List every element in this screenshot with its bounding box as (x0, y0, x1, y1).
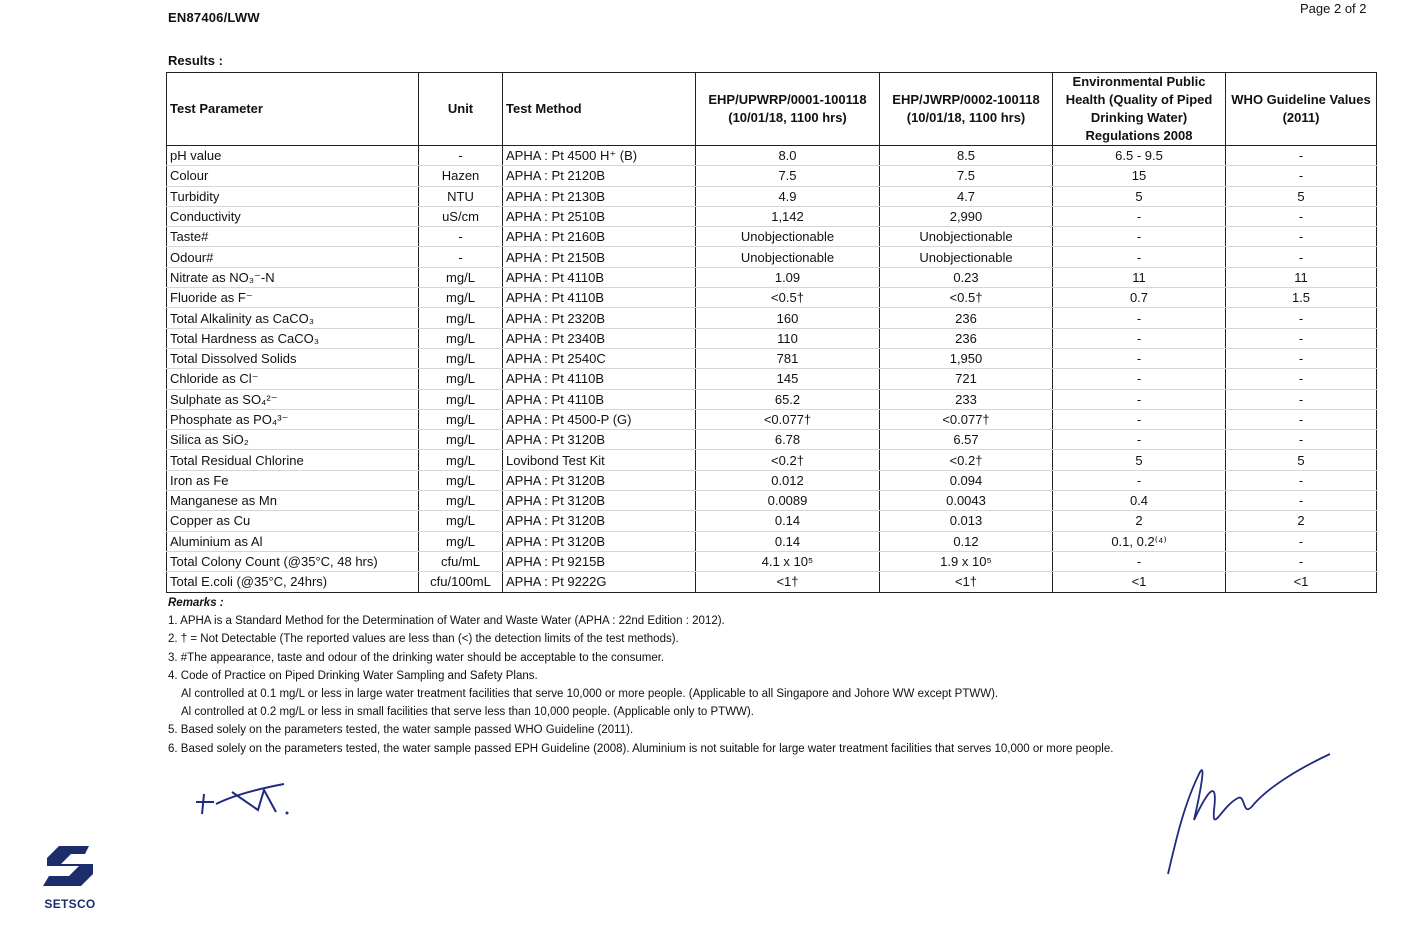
results-heading: Results : (168, 53, 223, 68)
sample-1-cell: Unobjectionable (696, 247, 880, 267)
eph-limit-cell: - (1053, 470, 1226, 490)
who-limit-cell: 1.5 (1226, 288, 1377, 308)
sample-2-cell: 2,990 (880, 206, 1053, 226)
sample-2-cell: <0.077† (880, 409, 1053, 429)
table-row (167, 247, 1377, 267)
eph-limit-cell: 5 (1053, 450, 1226, 470)
who-limit-cell: - (1226, 369, 1377, 389)
table-row (167, 186, 1377, 206)
setsco-logo-icon (41, 840, 99, 892)
who-limit-cell: <1 (1226, 572, 1377, 592)
eph-limit-cell: - (1053, 247, 1226, 267)
table-row (167, 531, 1377, 551)
remarks-title: Remarks : (168, 597, 224, 609)
eph-limit-cell: 15 (1053, 166, 1226, 186)
sample-1-cell: 110 (696, 328, 880, 348)
unit-cell: mg/L (419, 450, 503, 470)
parameter-cell: Silica as SiO₂ (167, 430, 419, 450)
table-row (167, 511, 1377, 531)
who-limit-cell: 5 (1226, 450, 1377, 470)
unit-cell: mg/L (419, 288, 503, 308)
parameter-cell: Manganese as Mn (167, 491, 419, 511)
method-cell: APHA : Pt 3120B (503, 531, 696, 551)
sample-2-cell: 7.5 (880, 166, 1053, 186)
unit-cell: cfu/100mL (419, 572, 503, 592)
parameter-cell: Sulphate as SO₄²⁻ (167, 389, 419, 409)
sample-2-cell: Unobjectionable (880, 247, 1053, 267)
eph-limit-cell: 11 (1053, 267, 1226, 287)
method-cell: APHA : Pt 9222G (503, 572, 696, 592)
method-cell: APHA : Pt 2150B (503, 247, 696, 267)
table-row (167, 267, 1377, 287)
table-row (167, 551, 1377, 571)
who-limit-cell: - (1226, 227, 1377, 247)
col-header-eph: Environmental Public Health (Quality of Piped Drinking Water) Regulations 2008 (1053, 73, 1226, 146)
setsco-logo (40, 840, 100, 911)
page-number: Page 2 of 2 (1300, 1, 1367, 16)
sample-2-cell: 236 (880, 308, 1053, 328)
method-cell: APHA : Pt 2540C (503, 348, 696, 368)
sample-1-cell: 160 (696, 308, 880, 328)
sample-2-cell: 0.094 (880, 470, 1053, 490)
table-row (167, 572, 1377, 592)
who-limit-cell: - (1226, 166, 1377, 186)
sample-2-cell: 6.57 (880, 430, 1053, 450)
unit-cell: - (419, 146, 503, 166)
who-limit-cell: - (1226, 308, 1377, 328)
parameter-cell: pH value (167, 146, 419, 166)
parameter-cell: Iron as Fe (167, 470, 419, 490)
unit-cell: mg/L (419, 389, 503, 409)
sample-1-cell: 6.78 (696, 430, 880, 450)
eph-limit-cell: <1 (1053, 572, 1226, 592)
unit-cell: mg/L (419, 430, 503, 450)
remark-item: 3. #The appearance, taste and odour of the drinking water should be acceptable to the consumer. (168, 651, 665, 664)
eph-limit-cell: - (1053, 227, 1226, 247)
unit-cell: mg/L (419, 511, 503, 531)
sample-2-cell: 0.12 (880, 531, 1053, 551)
sample-1-cell: <0.077† (696, 409, 880, 429)
sample-2-cell: 1,950 (880, 348, 1053, 368)
sample-1-cell: 65.2 (696, 389, 880, 409)
col-header-who: WHO Guideline Values (2011) (1226, 73, 1377, 146)
unit-cell: - (419, 247, 503, 267)
sample-1-cell: 4.1 x 10⁵ (696, 551, 880, 571)
unit-cell: mg/L (419, 470, 503, 490)
parameter-cell: Conductivity (167, 206, 419, 226)
parameter-cell: Total Residual Chlorine (167, 450, 419, 470)
who-limit-cell: 11 (1226, 267, 1377, 287)
parameter-cell: Copper as Cu (167, 511, 419, 531)
remark-item: 5. Based solely on the parameters tested, the water sample passed WHO Guideline (2011). (168, 724, 634, 737)
table-row (167, 308, 1377, 328)
unit-cell: cfu/mL (419, 551, 503, 571)
method-cell: APHA : Pt 4110B (503, 389, 696, 409)
remark-item: 2. † = Not Detectable (The reported values are less than (<) the detection limits of the test methods). (168, 633, 679, 646)
method-cell: APHA : Pt 2320B (503, 308, 696, 328)
sample-2-cell: <0.5† (880, 288, 1053, 308)
eph-limit-cell: 6.5 - 9.5 (1053, 146, 1226, 166)
sample-1-cell: 781 (696, 348, 880, 368)
eph-limit-cell: - (1053, 328, 1226, 348)
parameter-cell: Taste# (167, 227, 419, 247)
sample-1-cell: 7.5 (696, 166, 880, 186)
method-cell: APHA : Pt 4500-P (G) (503, 409, 696, 429)
who-limit-cell: - (1226, 206, 1377, 226)
who-limit-cell: - (1226, 348, 1377, 368)
who-limit-cell: - (1226, 551, 1377, 571)
col-header-unit: Unit (419, 73, 503, 146)
who-limit-cell: - (1226, 409, 1377, 429)
table-row (167, 389, 1377, 409)
who-limit-cell: 2 (1226, 511, 1377, 531)
method-cell: Lovibond Test Kit (503, 450, 696, 470)
eph-limit-cell: - (1053, 369, 1226, 389)
sample-2-cell: 0.013 (880, 511, 1053, 531)
sample-1-cell: 8.0 (696, 146, 880, 166)
sample-1-cell: <0.2† (696, 450, 880, 470)
sample-1-cell: 1,142 (696, 206, 880, 226)
sample-2-cell: 721 (880, 369, 1053, 389)
sample-1-cell: Unobjectionable (696, 227, 880, 247)
parameter-cell: Nitrate as NO₃⁻-N (167, 267, 419, 287)
header-row (167, 73, 1377, 146)
remark-item: 4. Code of Practice on Piped Drinking Water Sampling and Safety Plans. (168, 669, 538, 682)
who-limit-cell: - (1226, 328, 1377, 348)
parameter-cell: Total Dissolved Solids (167, 348, 419, 368)
parameter-cell: Phosphate as PO₄³⁻ (167, 409, 419, 429)
who-limit-cell: - (1226, 470, 1377, 490)
sample-2-cell: 8.5 (880, 146, 1053, 166)
table-row (167, 288, 1377, 308)
table-row (167, 491, 1377, 511)
unit-cell: mg/L (419, 328, 503, 348)
method-cell: APHA : Pt 3120B (503, 511, 696, 531)
table-row (167, 409, 1377, 429)
who-limit-cell: - (1226, 389, 1377, 409)
col-header-sample-2: EHP/JWRP/0002-100118 (10/01/18, 1100 hrs) (880, 73, 1053, 146)
document-id: EN87406/LWW (168, 10, 260, 25)
who-limit-cell: 5 (1226, 186, 1377, 206)
sample-2-cell: 233 (880, 389, 1053, 409)
unit-cell: - (419, 227, 503, 247)
sample-2-cell: <0.2† (880, 450, 1053, 470)
parameter-cell: Turbidity (167, 186, 419, 206)
who-limit-cell: - (1226, 247, 1377, 267)
sample-2-cell: 236 (880, 328, 1053, 348)
unit-cell: Hazen (419, 166, 503, 186)
parameter-cell: Total Colony Count (@35°C, 48 hrs) (167, 551, 419, 571)
method-cell: APHA : Pt 2340B (503, 328, 696, 348)
sample-1-cell: <1† (696, 572, 880, 592)
table-row (167, 146, 1377, 166)
eph-limit-cell: 0.7 (1053, 288, 1226, 308)
sample-2-cell: 1.9 x 10⁵ (880, 551, 1053, 571)
parameter-cell: Total Alkalinity as CaCO₃ (167, 308, 419, 328)
sample-1-cell: <0.5† (696, 288, 880, 308)
eph-limit-cell: - (1053, 348, 1226, 368)
parameter-cell: Colour (167, 166, 419, 186)
method-cell: APHA : Pt 4500 H⁺ (B) (503, 146, 696, 166)
eph-limit-cell: - (1053, 206, 1226, 226)
col-header-parameter: Test Parameter (167, 73, 419, 146)
parameter-cell: Odour# (167, 247, 419, 267)
table-row (167, 206, 1377, 226)
eph-limit-cell: 5 (1053, 186, 1226, 206)
table-row (167, 369, 1377, 389)
sample-2-cell: <1† (880, 572, 1053, 592)
method-cell: APHA : Pt 3120B (503, 470, 696, 490)
parameter-cell: Aluminium as Al (167, 531, 419, 551)
parameter-cell: Fluoride as F⁻ (167, 288, 419, 308)
table-row (167, 470, 1377, 490)
remark-item: Al controlled at 0.2 mg/L or less in small facilities that serve less than 10,000 people. (Applicable only to PTWW). (181, 706, 754, 719)
authorized-signature (1160, 748, 1340, 883)
eph-limit-cell: - (1053, 430, 1226, 450)
unit-cell: mg/L (419, 531, 503, 551)
unit-cell: mg/L (419, 267, 503, 287)
sample-2-cell: 0.0043 (880, 491, 1053, 511)
table-row (167, 328, 1377, 348)
unit-cell: mg/L (419, 369, 503, 389)
eph-limit-cell: - (1053, 308, 1226, 328)
col-header-method: Test Method (503, 73, 696, 146)
sample-2-cell: 4.7 (880, 186, 1053, 206)
eph-limit-cell: 0.4 (1053, 491, 1226, 511)
eph-limit-cell: - (1053, 389, 1226, 409)
logo-text: SETSCO (44, 897, 96, 911)
eph-limit-cell: - (1053, 409, 1226, 429)
table-row (167, 430, 1377, 450)
sample-1-cell: 0.012 (696, 470, 880, 490)
unit-cell: mg/L (419, 348, 503, 368)
method-cell: APHA : Pt 4110B (503, 288, 696, 308)
sample-2-cell: 0.23 (880, 267, 1053, 287)
unit-cell: mg/L (419, 308, 503, 328)
table-row (167, 450, 1377, 470)
sample-1-cell: 145 (696, 369, 880, 389)
parameter-cell: Chloride as Cl⁻ (167, 369, 419, 389)
method-cell: APHA : Pt 2120B (503, 166, 696, 186)
method-cell: APHA : Pt 9215B (503, 551, 696, 571)
results-body (167, 146, 1377, 593)
method-cell: APHA : Pt 4110B (503, 369, 696, 389)
remark-item: 6. Based solely on the parameters tested, the water sample passed EPH Guideline (2008). Aluminium is not suitable for large water treatment facilities that serves 10,000 or more people. (168, 742, 1114, 755)
unit-cell: mg/L (419, 491, 503, 511)
eph-limit-cell: - (1053, 551, 1226, 571)
sample-1-cell: 1.09 (696, 267, 880, 287)
sample-1-cell: 0.0089 (696, 491, 880, 511)
who-limit-cell: - (1226, 146, 1377, 166)
remark-item: 1. APHA is a Standard Method for the Determination of Water and Waste Water (APHA : 22nd Edition : 2012). (168, 615, 725, 628)
method-cell: APHA : Pt 2510B (503, 206, 696, 226)
table-row (167, 227, 1377, 247)
method-cell: APHA : Pt 3120B (503, 430, 696, 450)
sample-1-cell: 0.14 (696, 511, 880, 531)
table-row (167, 166, 1377, 186)
sample-1-cell: 0.14 (696, 531, 880, 551)
unit-cell: uS/cm (419, 206, 503, 226)
method-cell: APHA : Pt 2130B (503, 186, 696, 206)
remark-item: Al controlled at 0.1 mg/L or less in large water treatment facilities that serve 10,000 or more people. (Applicable to all Singapore and Johore WW except PTWW). (181, 688, 999, 701)
initials-signature (192, 780, 302, 830)
method-cell: APHA : Pt 3120B (503, 491, 696, 511)
unit-cell: NTU (419, 186, 503, 206)
method-cell: APHA : Pt 4110B (503, 267, 696, 287)
eph-limit-cell: 0.1, 0.2⁽⁴⁾ (1053, 531, 1226, 551)
remarks-section (168, 594, 1113, 758)
method-cell: APHA : Pt 2160B (503, 227, 696, 247)
parameter-cell: Total Hardness as CaCO₃ (167, 328, 419, 348)
unit-cell: mg/L (419, 409, 503, 429)
table-row (167, 348, 1377, 368)
results-table (166, 72, 1377, 593)
who-limit-cell: - (1226, 531, 1377, 551)
who-limit-cell: - (1226, 491, 1377, 511)
sample-1-cell: 4.9 (696, 186, 880, 206)
col-header-sample-1: EHP/UPWRP/0001-100118 (10/01/18, 1100 hrs) (696, 73, 880, 146)
sample-2-cell: Unobjectionable (880, 227, 1053, 247)
parameter-cell: Total E.coli (@35°C, 24hrs) (167, 572, 419, 592)
eph-limit-cell: 2 (1053, 511, 1226, 531)
who-limit-cell: - (1226, 430, 1377, 450)
